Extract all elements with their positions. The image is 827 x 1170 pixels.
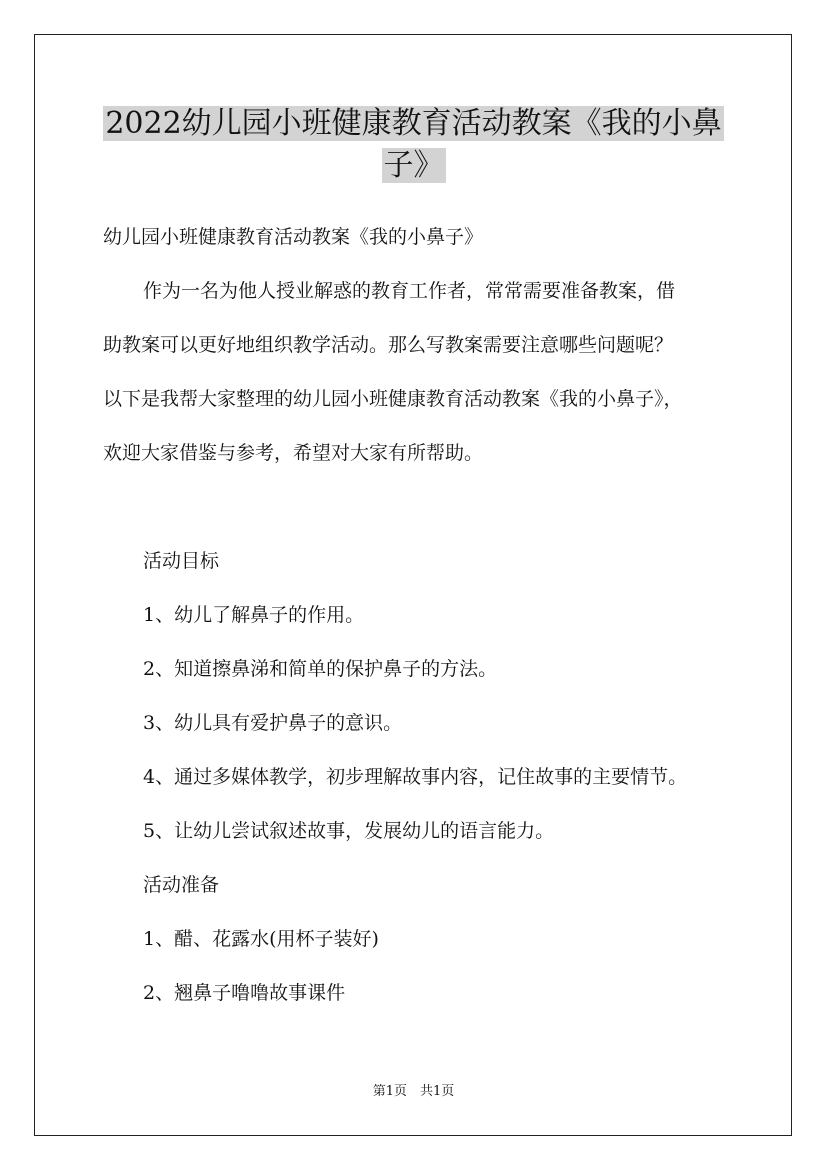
page-footer: 第1页 共1页 — [372, 1084, 455, 1099]
intro-line: 作为一名为他人授业解惑的教育工作者，常常需要准备教案，借 — [143, 280, 676, 302]
intro-line: 助教案可以更好地组织教学活动。那么写教案需要注意哪些问题呢？ — [103, 334, 674, 356]
document-title-line1: 2022幼儿园小班健康教育活动教案《我的小鼻 — [105, 106, 722, 141]
document-subtitle: 幼儿园小班健康教育活动教案《我的小鼻子》 — [103, 226, 484, 248]
goal-item: 1、幼儿了解鼻子的作用。 — [143, 604, 365, 626]
page-border — [34, 34, 792, 1136]
prep-item: 1、醋、花露水(用杯子装好) — [143, 928, 379, 950]
goal-item: 2、知道擦鼻涕和简单的保护鼻子的方法。 — [143, 658, 498, 680]
intro-line: 以下是我帮大家整理的幼儿园小班健康教育活动教案《我的小鼻子》， — [103, 388, 683, 410]
prep-item: 2、翘鼻子噜噜故事课件 — [143, 982, 346, 1004]
intro-line: 欢迎大家借鉴与参考，希望对大家有所帮助。 — [103, 442, 484, 464]
goal-item: 4、通过多媒体教学，初步理解故事内容，记住故事的主要情节。 — [143, 766, 688, 788]
goal-item: 3、幼儿具有爱护鼻子的意识。 — [143, 712, 403, 734]
goal-item: 5、让幼儿尝试叙述故事，发展幼儿的语言能力。 — [143, 820, 555, 842]
document-title-line2: 子》 — [383, 148, 444, 183]
prep-heading: 活动准备 — [143, 874, 220, 896]
goals-heading: 活动目标 — [143, 550, 220, 572]
